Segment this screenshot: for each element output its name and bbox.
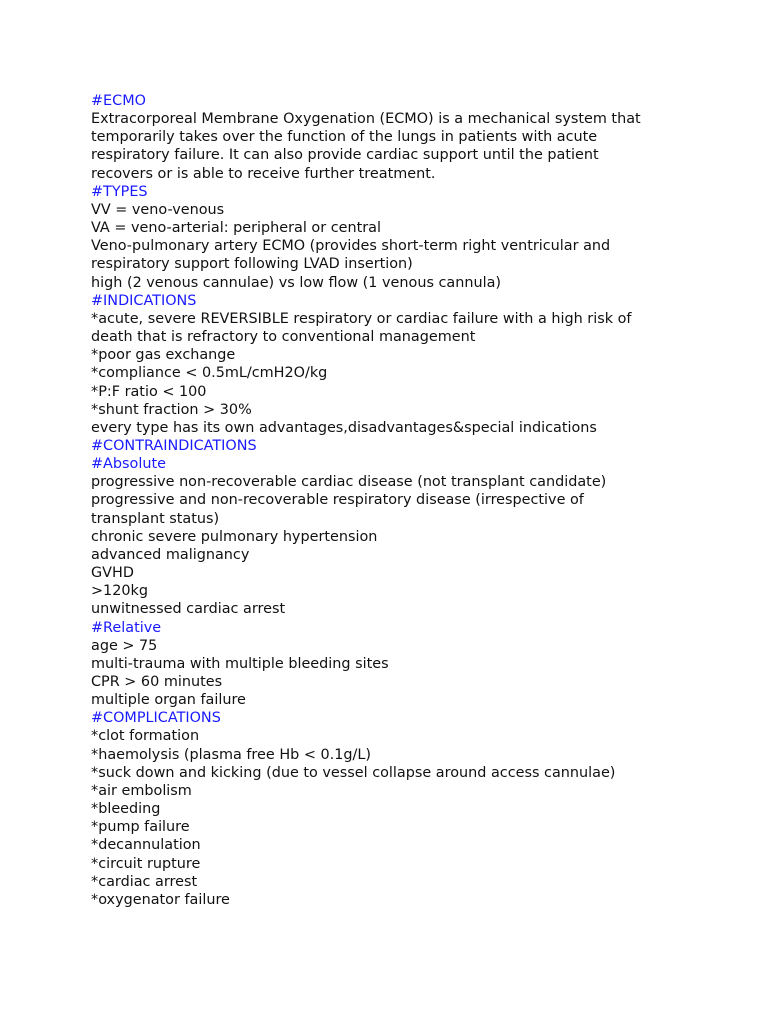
text-line: unwitnessed cardiac arrest xyxy=(91,601,286,618)
text-line: *bleeding xyxy=(91,801,161,818)
section-heading: #TYPES xyxy=(91,183,148,200)
text-line: CPR > 60 minutes xyxy=(91,674,223,690)
text-line: *air embolism xyxy=(91,782,192,799)
text-line: age > 75 xyxy=(91,637,158,654)
text-line: *decannulation xyxy=(91,837,201,854)
text-line: recovers or is able to receive further treatment. xyxy=(91,165,436,182)
text-line: *circuit rupture xyxy=(91,855,201,872)
section-heading: #COMPLICATIONS xyxy=(91,710,221,727)
text-line: VV = veno-venous xyxy=(91,201,225,218)
text-line: respiratory support following LVAD insertion) xyxy=(91,256,413,273)
text-line: transplant status) xyxy=(91,510,220,527)
text-line: VA = veno-arterial: peripheral or central xyxy=(91,220,381,237)
section-heading: #Relative xyxy=(91,619,162,636)
section-heading: #INDICATIONS xyxy=(91,292,197,309)
document-body xyxy=(91,92,691,909)
section-heading: #CONTRAINDICATIONS xyxy=(91,437,257,454)
text-line: *oxygenator failure xyxy=(91,891,230,908)
text-line: multi-trauma with multiple bleeding sites xyxy=(91,655,389,672)
text-line: *acute, severe REVERSIBLE respiratory or cardiac failure with a high risk of xyxy=(91,310,632,327)
section-heading: #Absolute xyxy=(91,456,166,473)
text-line: *clot formation xyxy=(91,728,200,745)
text-line: *P:F ratio < 100 xyxy=(91,383,207,400)
text-line: every type has its own advantages,disadvantages&special indications xyxy=(91,419,597,436)
text-line: *compliance < 0.5mL/cmH2O/kg xyxy=(91,365,328,382)
text-line: respiratory failure. It can also provide cardiac support until the patient xyxy=(91,147,599,164)
text-line: GVHD xyxy=(91,565,134,582)
text-line: >120kg xyxy=(91,583,148,600)
text-line: chronic severe pulmonary hypertension xyxy=(91,528,378,545)
text-line: death that is refractory to conventional management xyxy=(91,329,476,346)
text-line: high (2 venous cannulae) vs low flow (1 venous cannula) xyxy=(91,274,502,291)
text-line: Extracorporeal Membrane Oxygenation (ECMO) is a mechanical system that xyxy=(91,111,641,128)
text-line: multiple organ failure xyxy=(91,692,246,709)
text-line: *cardiac arrest xyxy=(91,873,198,890)
text-line: progressive non-recoverable cardiac disease (not transplant candidate) xyxy=(91,474,607,491)
text-line: *suck down and kicking (due to vessel collapse around access cannulae) xyxy=(91,764,616,781)
text-line: *haemolysis (plasma free Hb < 0.1g/L) xyxy=(91,746,371,763)
text-line: temporarily takes over the function of the lungs in patients with acute xyxy=(91,129,598,146)
text-line: Veno-pulmonary artery ECMO (provides short-term right ventricular and xyxy=(91,238,611,255)
text-line: *shunt fraction > 30% xyxy=(91,401,252,418)
text-line: *pump failure xyxy=(91,819,190,836)
text-line: advanced malignancy xyxy=(91,546,250,563)
text-line: *poor gas exchange xyxy=(91,347,236,364)
section-heading: #ECMO xyxy=(91,93,146,109)
text-line: progressive and non-recoverable respiratory disease (irrespective of xyxy=(91,492,584,509)
